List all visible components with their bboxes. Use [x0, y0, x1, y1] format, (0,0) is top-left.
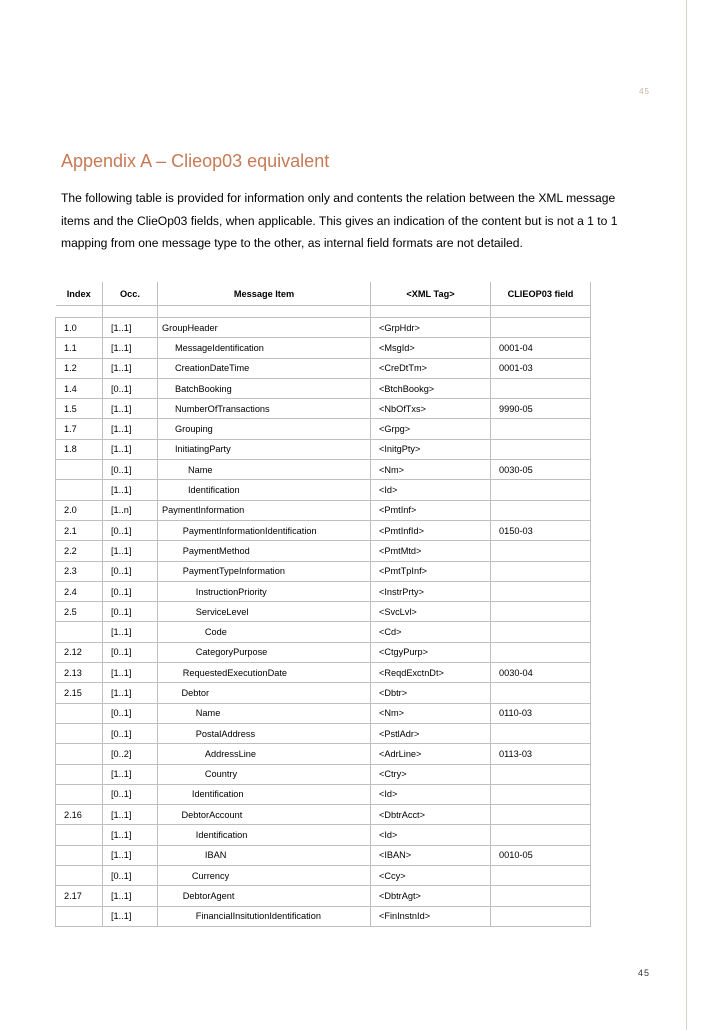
cell-index	[56, 845, 103, 865]
cell-occurrence: [0..1]	[103, 642, 158, 662]
cell-index	[56, 825, 103, 845]
header-message-item: Message Item	[158, 282, 371, 306]
cell-occurrence: [0..1]	[103, 602, 158, 622]
cell-clieop-field	[491, 561, 591, 581]
cell-clieop-field: 0030-04	[491, 663, 591, 683]
cell-occurrence: [1..1]	[103, 845, 158, 865]
cell-occurrence: [1..1]	[103, 541, 158, 561]
table-row	[56, 541, 591, 561]
spacer-cell	[56, 306, 103, 318]
cell-clieop-field	[491, 602, 591, 622]
cell-index	[56, 460, 103, 480]
cell-index: 2.12	[56, 642, 103, 662]
cell-index	[56, 866, 103, 886]
clieop-mapping-table	[55, 282, 591, 927]
cell-clieop-field	[491, 723, 591, 743]
cell-message-item: CreationDateTime	[158, 358, 371, 378]
table-row	[56, 602, 591, 622]
cell-occurrence: [1..1]	[103, 318, 158, 338]
table-row	[56, 399, 591, 419]
cell-message-item: PaymentInformationIdentification	[158, 520, 371, 540]
table-row	[56, 318, 591, 338]
cell-xml-tag: <Nm>	[371, 703, 491, 723]
cell-clieop-field: 0001-03	[491, 358, 591, 378]
cell-xml-tag: <Id>	[371, 784, 491, 804]
cell-clieop-field	[491, 541, 591, 561]
cell-index: 2.3	[56, 561, 103, 581]
cell-occurrence: [1..1]	[103, 683, 158, 703]
cell-occurrence: [1..1]	[103, 805, 158, 825]
page-edge-line	[686, 0, 687, 1030]
cell-message-item: InitiatingParty	[158, 439, 371, 459]
cell-index: 1.5	[56, 399, 103, 419]
table-row	[56, 642, 591, 662]
cell-clieop-field	[491, 784, 591, 804]
cell-clieop-field: 0150-03	[491, 520, 591, 540]
table-row	[56, 500, 591, 520]
cell-occurrence: [0..1]	[103, 581, 158, 601]
cell-xml-tag: <MsgId>	[371, 338, 491, 358]
table-row	[56, 581, 591, 601]
table-row	[56, 439, 591, 459]
cell-message-item: PostalAddress	[158, 723, 371, 743]
cell-clieop-field	[491, 378, 591, 398]
cell-message-item: Identification	[158, 480, 371, 500]
cell-index	[56, 784, 103, 804]
cell-message-item: Code	[158, 622, 371, 642]
table-row	[56, 805, 591, 825]
cell-clieop-field	[491, 500, 591, 520]
cell-clieop-field	[491, 622, 591, 642]
cell-occurrence: [1..1]	[103, 906, 158, 926]
cell-xml-tag: <NbOfTxs>	[371, 399, 491, 419]
table-row	[56, 663, 591, 683]
page-title: Appendix A – Clieop03 equivalent	[61, 151, 330, 171]
cell-index: 1.2	[56, 358, 103, 378]
cell-occurrence: [1..1]	[103, 338, 158, 358]
cell-index: 2.5	[56, 602, 103, 622]
cell-index: 1.0	[56, 318, 103, 338]
cell-index: 2.15	[56, 683, 103, 703]
cell-clieop-field	[491, 805, 591, 825]
cell-occurrence: [0..1]	[103, 378, 158, 398]
spacer-cell	[491, 306, 591, 318]
table-row	[56, 703, 591, 723]
cell-occurrence: [1..1]	[103, 622, 158, 642]
table-row	[56, 419, 591, 439]
cell-clieop-field	[491, 764, 591, 784]
cell-xml-tag: <GrpHdr>	[371, 318, 491, 338]
header-clieop-field: CLIEOP03 field	[491, 282, 591, 306]
cell-message-item: DebtorAgent	[158, 886, 371, 906]
cell-index: 2.1	[56, 520, 103, 540]
cell-clieop-field: 9990-05	[491, 399, 591, 419]
cell-message-item: PaymentMethod	[158, 541, 371, 561]
cell-message-item: AddressLine	[158, 744, 371, 764]
cell-occurrence: [1..1]	[103, 399, 158, 419]
cell-xml-tag: <CreDtTm>	[371, 358, 491, 378]
cell-occurrence: [0..1]	[103, 723, 158, 743]
table-row	[56, 622, 591, 642]
cell-occurrence: [0..1]	[103, 866, 158, 886]
cell-message-item: Identification	[158, 784, 371, 804]
table-row	[56, 378, 591, 398]
cell-message-item: PaymentInformation	[158, 500, 371, 520]
cell-index: 1.8	[56, 439, 103, 459]
cell-index: 1.4	[56, 378, 103, 398]
cell-clieop-field	[491, 866, 591, 886]
cell-index	[56, 906, 103, 926]
cell-xml-tag: <InitgPty>	[371, 439, 491, 459]
table-row	[56, 866, 591, 886]
cell-occurrence: [1..1]	[103, 439, 158, 459]
cell-xml-tag: <Id>	[371, 825, 491, 845]
cell-message-item: ServiceLevel	[158, 602, 371, 622]
cell-xml-tag: <Cd>	[371, 622, 491, 642]
cell-xml-tag: <AdrLine>	[371, 744, 491, 764]
table-row	[56, 723, 591, 743]
cell-occurrence: [1..n]	[103, 500, 158, 520]
table-row	[56, 338, 591, 358]
table-row	[56, 561, 591, 581]
table-row	[56, 744, 591, 764]
cell-message-item: Country	[158, 764, 371, 784]
cell-message-item: DebtorAccount	[158, 805, 371, 825]
table-row	[56, 358, 591, 378]
table-row	[56, 825, 591, 845]
cell-xml-tag: <BtchBookg>	[371, 378, 491, 398]
cell-xml-tag: <PstlAdr>	[371, 723, 491, 743]
cell-index: 2.0	[56, 500, 103, 520]
page-number-bottom: 45	[637, 968, 650, 978]
cell-occurrence: [1..1]	[103, 480, 158, 500]
cell-index: 1.1	[56, 338, 103, 358]
table-row	[56, 480, 591, 500]
cell-index	[56, 764, 103, 784]
cell-xml-tag: <PmtInfId>	[371, 520, 491, 540]
cell-message-item: RequestedExecutionDate	[158, 663, 371, 683]
table-row	[56, 520, 591, 540]
cell-xml-tag: <ReqdExctnDt>	[371, 663, 491, 683]
cell-index	[56, 703, 103, 723]
cell-message-item: Name	[158, 460, 371, 480]
cell-message-item: CategoryPurpose	[158, 642, 371, 662]
cell-message-item: Currency	[158, 866, 371, 886]
cell-clieop-field	[491, 906, 591, 926]
cell-clieop-field	[491, 480, 591, 500]
cell-xml-tag: <Nm>	[371, 460, 491, 480]
table-spacer-row	[56, 306, 591, 318]
cell-xml-tag: <Grpg>	[371, 419, 491, 439]
cell-clieop-field	[491, 318, 591, 338]
cell-xml-tag: <SvcLvl>	[371, 602, 491, 622]
cell-message-item: InstructionPriority	[158, 581, 371, 601]
cell-clieop-field	[491, 439, 591, 459]
cell-clieop-field	[491, 419, 591, 439]
cell-occurrence: [1..1]	[103, 825, 158, 845]
cell-clieop-field: 0113-03	[491, 744, 591, 764]
cell-clieop-field	[491, 581, 591, 601]
cell-index	[56, 744, 103, 764]
header-xml-tag: <XML Tag>	[371, 282, 491, 306]
cell-occurrence: [0..2]	[103, 744, 158, 764]
header-occ: Occ.	[103, 282, 158, 306]
cell-xml-tag: <Id>	[371, 480, 491, 500]
cell-message-item: MessageIdentification	[158, 338, 371, 358]
cell-index: 1.7	[56, 419, 103, 439]
table-row	[56, 906, 591, 926]
cell-occurrence: [1..1]	[103, 358, 158, 378]
cell-index: 2.13	[56, 663, 103, 683]
spacer-cell	[103, 306, 158, 318]
cell-occurrence: [0..1]	[103, 520, 158, 540]
cell-message-item: Grouping	[158, 419, 371, 439]
cell-index	[56, 723, 103, 743]
cell-index: 2.2	[56, 541, 103, 561]
cell-occurrence: [0..1]	[103, 460, 158, 480]
cell-message-item: BatchBooking	[158, 378, 371, 398]
cell-index: 2.17	[56, 886, 103, 906]
spacer-cell	[371, 306, 491, 318]
cell-xml-tag: <DbtrAcct>	[371, 805, 491, 825]
cell-clieop-field	[491, 642, 591, 662]
cell-message-item: Name	[158, 703, 371, 723]
cell-xml-tag: <DbtrAgt>	[371, 886, 491, 906]
cell-xml-tag: <CtgyPurp>	[371, 642, 491, 662]
cell-xml-tag: <InstrPrty>	[371, 581, 491, 601]
cell-index	[56, 480, 103, 500]
table-row	[56, 845, 591, 865]
cell-index: 2.16	[56, 805, 103, 825]
cell-message-item: Debtor	[158, 683, 371, 703]
cell-xml-tag: <Ctry>	[371, 764, 491, 784]
cell-message-item: GroupHeader	[158, 318, 371, 338]
cell-clieop-field	[491, 683, 591, 703]
cell-xml-tag: <PmtInf>	[371, 500, 491, 520]
cell-xml-tag: <FinInstnId>	[371, 906, 491, 926]
cell-occurrence: [1..1]	[103, 419, 158, 439]
cell-xml-tag: <Dbtr>	[371, 683, 491, 703]
cell-occurrence: [1..1]	[103, 663, 158, 683]
cell-xml-tag: <Ccy>	[371, 866, 491, 886]
cell-clieop-field: 0110-03	[491, 703, 591, 723]
cell-occurrence: [0..1]	[103, 703, 158, 723]
page-number-top: 45	[639, 87, 650, 96]
header-index: Index	[56, 282, 103, 306]
cell-occurrence: [1..1]	[103, 764, 158, 784]
cell-message-item: FinancialInsitutionIdentification	[158, 906, 371, 926]
cell-clieop-field	[491, 825, 591, 845]
cell-message-item: PaymentTypeInformation	[158, 561, 371, 581]
cell-xml-tag: <PmtTpInf>	[371, 561, 491, 581]
cell-index: 2.4	[56, 581, 103, 601]
cell-occurrence: [0..1]	[103, 561, 158, 581]
table-row	[56, 784, 591, 804]
cell-message-item: Identification	[158, 825, 371, 845]
cell-xml-tag: <PmtMtd>	[371, 541, 491, 561]
table-row	[56, 460, 591, 480]
cell-clieop-field: 0010-05	[491, 845, 591, 865]
table-row	[56, 683, 591, 703]
cell-message-item: NumberOfTransactions	[158, 399, 371, 419]
spacer-cell	[158, 306, 371, 318]
cell-clieop-field	[491, 886, 591, 906]
cell-index	[56, 622, 103, 642]
cell-occurrence: [1..1]	[103, 886, 158, 906]
table-header-row	[56, 282, 591, 306]
table-row	[56, 764, 591, 784]
intro-paragraph: The following table is provided for information only and contents the relation between the XML message items and the ClieOp03 fields, when applicable. This gives an indication of the content but is not a 1 to 1 mapping from one message type to the other, as internal field formats are not detailed.	[61, 191, 618, 250]
table-row	[56, 886, 591, 906]
cell-occurrence: [0..1]	[103, 784, 158, 804]
cell-clieop-field: 0001-04	[491, 338, 591, 358]
cell-message-item: IBAN	[158, 845, 371, 865]
cell-xml-tag: <IBAN>	[371, 845, 491, 865]
cell-clieop-field: 0030-05	[491, 460, 591, 480]
